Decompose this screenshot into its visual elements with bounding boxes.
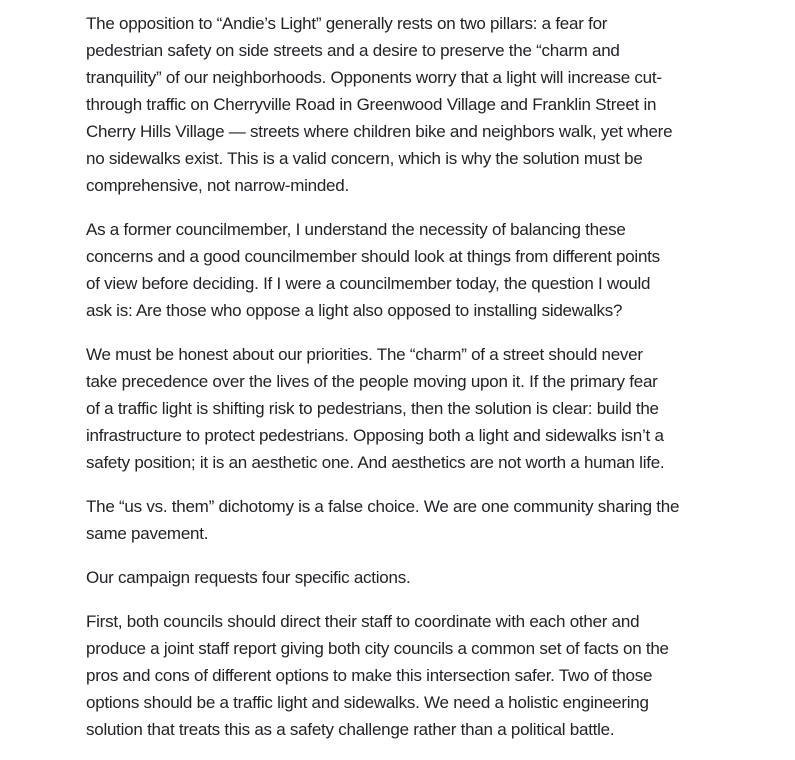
- text-line: infrastructure to protect pedestrians. Opposing both a light and sidewalks isn’t a: [86, 426, 664, 445]
- text-line: First, both councils should direct their staff to coordinate with each other and: [86, 612, 640, 631]
- text-line: of view before deciding. If I were a councilmember today, the question I would: [86, 274, 651, 293]
- text-line: The opposition to “Andie’s Light” generally rests on two pillars: a fear for: [86, 14, 608, 33]
- text-line: pedestrian safety on side streets and a desire to preserve the “charm and: [86, 41, 620, 60]
- text-line: no sidewalks exist. This is a valid concern, which is why the solution must be: [86, 149, 643, 168]
- paragraph: [86, 341, 766, 476]
- text-line: through traffic on Cherryville Road in Greenwood Village and Franklin Street in: [86, 95, 657, 114]
- text-line: of a traffic light is shifting risk to pedestrians, then the solution is clear: build the: [86, 399, 659, 418]
- paragraph: [86, 10, 766, 199]
- paragraph: [86, 493, 766, 547]
- text-line: Our campaign requests four specific actions.: [86, 568, 411, 587]
- paragraph: [86, 216, 766, 324]
- text-line: produce a joint staff report giving both city councils a common set of facts on the: [86, 639, 669, 658]
- text-line: The “us vs. them” dichotomy is a false choice. We are one community sharing the: [86, 497, 680, 516]
- text-line: same pavement.: [86, 524, 209, 543]
- paragraph: [86, 564, 766, 591]
- text-line: options should be a traffic light and sidewalks. We need a holistic engineering: [86, 693, 649, 712]
- text-line: comprehensive, not narrow-minded.: [86, 176, 349, 195]
- text-line: As a former councilmember, I understand the necessity of balancing these: [86, 220, 626, 239]
- text-line: take precedence over the lives of the people moving upon it. If the primary fear: [86, 372, 658, 391]
- text-line: pros and cons of different options to make this intersection safer. Two of those: [86, 666, 653, 685]
- text-line: We must be honest about our priorities. The “charm” of a street should never: [86, 345, 643, 364]
- text-line: Cherry Hills Village — streets where children bike and neighbors walk, yet where: [86, 122, 673, 141]
- article-text: [86, 10, 766, 760]
- text-line: tranquility” of our neighborhoods. Opponents worry that a light will increase cut-: [86, 68, 662, 87]
- text-line: ask is: Are those who oppose a light also opposed to installing sidewalks?: [86, 301, 623, 320]
- text-line: safety position; it is an aesthetic one. And aesthetics are not worth a human life.: [86, 453, 665, 472]
- paragraph: [86, 608, 766, 743]
- text-line: solution that treats this as a safety challenge rather than a political battle.: [86, 720, 615, 739]
- text-line: concerns and a good councilmember should look at things from different points: [86, 247, 660, 266]
